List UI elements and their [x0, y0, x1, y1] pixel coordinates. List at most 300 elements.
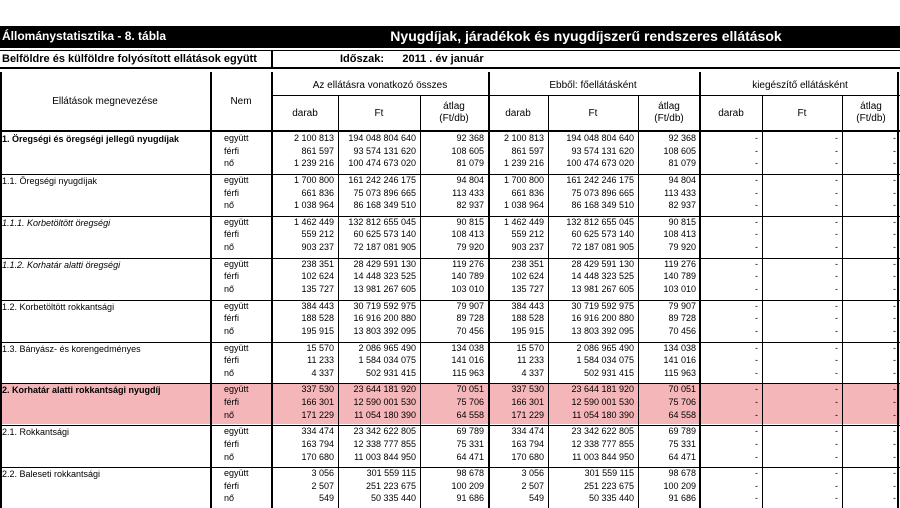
table-cell: 163 794	[301, 438, 334, 449]
table-cell: 92 368	[456, 133, 484, 143]
empty-cell: -	[893, 367, 896, 378]
empty-cell: -	[893, 187, 896, 198]
sex-label: férfi	[224, 145, 240, 156]
table-cell: 1 462 449	[293, 216, 334, 227]
col-rule	[548, 96, 549, 508]
table-cell: 70 051	[456, 384, 484, 395]
table-cell: 140 789	[663, 271, 696, 282]
table-cell: 75 073 896 665	[353, 187, 416, 198]
sex-label: együtt	[224, 384, 249, 395]
table-cell: 89 728	[456, 313, 484, 324]
sex-label: együtt	[224, 216, 249, 227]
table-cell: 81 079	[456, 158, 484, 169]
empty-cell: -	[835, 242, 838, 252]
empty-cell: -	[755, 397, 758, 407]
table-cell: 13 803 392 095	[353, 325, 416, 336]
empty-cell: -	[893, 355, 896, 366]
empty-cell: -	[755, 229, 758, 240]
table-cell: 69 789	[668, 426, 696, 437]
empty-cell: -	[755, 158, 758, 169]
table-cell: 75 073 896 665	[571, 187, 634, 198]
table-cell: 30 719 592 975	[353, 300, 416, 311]
empty-cell: -	[835, 325, 838, 336]
empty-cell: -	[835, 133, 838, 143]
table-cell: 161 242 246 175	[348, 174, 416, 185]
empty-cell: -	[835, 426, 838, 437]
table-cell: 141 016	[663, 355, 696, 366]
header-bottom-rule	[0, 130, 900, 132]
col-rule	[488, 72, 490, 508]
table-cell: 108 605	[663, 145, 696, 156]
sex-label: férfi	[224, 187, 240, 198]
empty-cell: -	[835, 283, 838, 294]
sex-label: nő	[224, 158, 235, 169]
empty-cell: -	[835, 145, 838, 156]
empty-cell: -	[893, 325, 896, 336]
table-cell: 75 706	[456, 397, 484, 407]
group-header-main: Ebből: főellátásként	[549, 80, 637, 91]
table-cell: 90 815	[456, 216, 484, 227]
table-cell: 15 570	[516, 342, 544, 353]
table-cell: 2 086 965 490	[358, 342, 416, 353]
empty-cell: -	[835, 174, 838, 185]
row-group-label: 1.1.2. Korhatár alatti öregségi	[2, 259, 121, 270]
table-cell: 70 456	[456, 325, 484, 336]
table-cell: 1 038 964	[503, 200, 544, 211]
table-cell: 100 474 673 020	[348, 158, 416, 169]
table-cell: 75 706	[668, 397, 696, 407]
col-rule	[210, 72, 212, 508]
table-cell: 50 335 440	[588, 493, 634, 504]
table-cell: 238 351	[511, 258, 544, 269]
row-group-label: 2.2. Baleseti rokkantsági	[2, 469, 101, 480]
table-cell: 23 644 181 920	[353, 384, 416, 395]
table-cell: 251 223 675	[365, 480, 416, 491]
empty-cell: -	[755, 384, 758, 395]
table-cell: 903 237	[301, 242, 334, 252]
table-cell: 64 558	[456, 409, 484, 420]
sex-label: együtt	[224, 133, 249, 143]
table-cell: 93 574 131 620	[571, 145, 634, 156]
empty-cell: -	[893, 283, 896, 294]
empty-cell: -	[835, 409, 838, 420]
empty-cell: -	[835, 258, 838, 269]
table-cell: 2 100 813	[293, 133, 334, 143]
table-cell: 11 003 844 950	[354, 451, 416, 462]
table-cell: 81 079	[668, 158, 696, 169]
table-cell: 559 212	[301, 229, 334, 240]
table-cell: 119 276	[664, 258, 696, 269]
empty-cell: -	[755, 145, 758, 156]
table-cell: 75 331	[668, 438, 696, 449]
table-cell: 103 010	[663, 283, 696, 294]
empty-cell: -	[893, 480, 896, 491]
table-cell: 661 836	[511, 187, 544, 198]
empty-cell: -	[893, 493, 896, 504]
empty-cell: -	[835, 384, 838, 395]
sex-label: férfi	[224, 313, 240, 324]
table-cell: 64 471	[668, 451, 696, 462]
table-cell: 64 471	[456, 451, 484, 462]
col-header-atlag	[420, 101, 488, 125]
table-cell: 14 448 323 525	[571, 271, 634, 282]
table-cell: 100 209	[663, 480, 696, 491]
table-cell: 384 443	[301, 300, 334, 311]
table-cell: 141 016	[451, 355, 484, 366]
table-cell: 334 474	[511, 426, 544, 437]
sex-label: nő	[224, 409, 235, 420]
table-cell: 108 413	[451, 229, 484, 240]
empty-cell: -	[893, 384, 896, 395]
table-cell: 91 686	[456, 493, 484, 504]
row-group-label: 2.1. Rokkantsági	[2, 427, 70, 438]
atlag-unit: (Ft/db)	[654, 113, 684, 124]
empty-cell: -	[893, 468, 896, 479]
table-cell: 337 530	[301, 384, 334, 395]
empty-cell: -	[835, 355, 838, 366]
table-cell: 2 086 965 490	[576, 342, 634, 353]
table-cell: 2 507	[311, 480, 334, 491]
table-cell: 93 574 131 620	[353, 145, 416, 156]
table-cell: 115 963	[452, 367, 484, 378]
table-cell: 195 915	[511, 325, 544, 336]
col-header-ft: Ft	[374, 108, 384, 119]
table-cell: 166 301	[511, 397, 544, 407]
table-cell: 384 443	[511, 300, 544, 311]
table-cell: 170 680	[511, 451, 544, 462]
empty-cell: -	[893, 397, 896, 407]
empty-cell: -	[893, 242, 896, 252]
col-rule	[699, 72, 701, 508]
empty-cell: -	[755, 480, 758, 491]
period	[340, 53, 484, 65]
sex-label: nő	[224, 451, 235, 462]
empty-cell: -	[893, 300, 896, 311]
sex-label: férfi	[224, 438, 240, 449]
table-cell: 301 559 115	[584, 468, 634, 479]
table-cell: 301 559 115	[366, 468, 416, 479]
empty-cell: -	[755, 300, 758, 311]
sex-label: férfi	[224, 229, 240, 240]
table-cell: 11 054 180 390	[572, 409, 634, 420]
empty-cell: -	[755, 342, 758, 353]
table-cell: 194 048 804 640	[348, 133, 416, 143]
col-header-darab: darab	[505, 108, 531, 119]
sex-label: együtt	[224, 258, 249, 269]
table-cell: 30 719 592 975	[571, 300, 634, 311]
empty-cell: -	[893, 313, 896, 324]
col-rule	[842, 96, 843, 508]
table-cell: 12 590 001 530	[353, 397, 416, 407]
table-cell: 1 584 034 075	[358, 355, 416, 366]
table-cell: 108 605	[451, 145, 484, 156]
col-rule	[0, 72, 2, 508]
table-cell: 4 337	[311, 367, 334, 378]
atlag-unit: (Ft/db)	[439, 113, 469, 124]
table-cell: 3 056	[311, 468, 334, 479]
sex-label: nő	[224, 200, 235, 211]
table-cell: 72 187 081 905	[353, 242, 416, 252]
sex-label: férfi	[224, 355, 240, 366]
row-group-label: 1.3. Bányász- és korengedményes	[2, 343, 141, 354]
empty-cell: -	[755, 493, 758, 504]
table-cell: 98 678	[456, 468, 484, 479]
table-cell: 86 168 349 510	[571, 200, 634, 211]
table-cell: 188 528	[511, 313, 544, 324]
table-cell: 69 789	[456, 426, 484, 437]
table-cell: 64 558	[668, 409, 696, 420]
table-cell: 132 812 655 045	[566, 216, 634, 227]
empty-cell: -	[835, 229, 838, 240]
table-cell: 166 301	[301, 397, 334, 407]
table-cell: 12 590 001 530	[571, 397, 634, 407]
empty-cell: -	[835, 493, 838, 504]
empty-cell: -	[755, 283, 758, 294]
table-cell: 502 931 415	[365, 367, 416, 378]
col-rule	[897, 72, 899, 508]
period-label: Időszak:	[340, 53, 385, 65]
col-header-darab: darab	[292, 108, 318, 119]
empty-cell: -	[755, 325, 758, 336]
table-cell: 502 931 415	[583, 367, 634, 378]
empty-cell: -	[835, 313, 838, 324]
table-cell: 2 507	[521, 480, 544, 491]
table-cell: 549	[528, 493, 544, 504]
empty-cell: -	[835, 158, 838, 169]
table-cell: 92 368	[668, 133, 696, 143]
empty-cell: -	[755, 426, 758, 437]
empty-cell: -	[755, 355, 758, 366]
empty-cell: -	[755, 187, 758, 198]
table-cell: 861 597	[511, 145, 544, 156]
table-cell: 23 342 622 805	[571, 426, 634, 437]
sex-label: nő	[224, 367, 235, 378]
header-divider	[271, 95, 900, 96]
table-cell: 171 229	[301, 409, 334, 420]
table-cell: 15 570	[306, 342, 334, 353]
table-cell: 108 413	[663, 229, 696, 240]
empty-cell: -	[835, 397, 838, 407]
sex-label: együtt	[224, 300, 249, 311]
col-header-name: Ellátások megnevezése	[52, 96, 158, 107]
table-cell: 79 920	[668, 242, 696, 252]
col-rule	[338, 96, 339, 508]
empty-cell: -	[755, 468, 758, 479]
title-bar	[0, 26, 900, 48]
empty-cell: -	[893, 145, 896, 156]
table-cell: 70 051	[668, 384, 696, 395]
table-cell: 170 680	[301, 451, 334, 462]
table-cell: 171 229	[511, 409, 544, 420]
sex-label: nő	[224, 242, 235, 252]
table-cell: 134 038	[451, 342, 484, 353]
empty-cell: -	[755, 409, 758, 420]
empty-cell: -	[835, 342, 838, 353]
table-cell: 28 429 591 130	[353, 258, 416, 269]
table-cell: 102 624	[511, 271, 544, 282]
row-group-label: 1.1.1. Korbetöltött öregségi	[2, 217, 111, 228]
empty-cell: -	[893, 200, 896, 211]
table-cell: 1 239 216	[293, 158, 334, 169]
table-cell: 98 678	[668, 468, 696, 479]
empty-cell: -	[835, 451, 838, 462]
table-cell: 16 916 200 880	[353, 313, 416, 324]
table-cell: 337 530	[511, 384, 544, 395]
empty-cell: -	[835, 468, 838, 479]
table-cell: 903 237	[511, 242, 544, 252]
sex-label: nő	[224, 283, 235, 294]
table-cell: 102 624	[301, 271, 334, 282]
atlag-unit: (Ft/db)	[856, 113, 886, 124]
table-cell: 238 351	[301, 258, 334, 269]
table-title: Nyugdíjak, járadékok és nyugdíjszerű rendszeres ellátások	[390, 28, 782, 44]
row-group-label: 1.1. Öregségi nyugdíjak	[2, 175, 98, 186]
table-cell: 89 728	[668, 313, 696, 324]
col-rule	[271, 72, 273, 508]
sex-label: nő	[224, 493, 235, 504]
empty-cell: -	[755, 258, 758, 269]
empty-cell: -	[755, 313, 758, 324]
col-header-darab: darab	[718, 108, 744, 119]
col-header-atlag	[842, 101, 900, 125]
table-cell: 75 331	[456, 438, 484, 449]
table-cell: 94 804	[668, 174, 696, 185]
empty-cell: -	[835, 438, 838, 449]
atlag-word: átlag	[443, 101, 465, 112]
empty-cell: -	[893, 133, 896, 143]
table-cell: 86 168 349 510	[353, 200, 416, 211]
col-header-ft: Ft	[797, 108, 807, 119]
group-header-total: Az ellátásra vonatkozó összes	[312, 80, 448, 91]
table-cell: 60 625 573 140	[353, 229, 416, 240]
table-cell: 11 054 180 390	[354, 409, 416, 420]
empty-cell: -	[755, 367, 758, 378]
sex-label: férfi	[224, 397, 240, 407]
divider	[271, 51, 273, 68]
table-cell: 13 803 392 095	[571, 325, 634, 336]
empty-cell: -	[835, 300, 838, 311]
sex-label: együtt	[224, 426, 249, 437]
empty-cell: -	[755, 174, 758, 185]
table-cell: 1 700 800	[503, 174, 544, 185]
table-cell: 23 644 181 920	[571, 384, 634, 395]
sex-label: férfi	[224, 271, 240, 282]
empty-cell: -	[893, 229, 896, 240]
row-group-label: 1.2. Korbetöltött rokkantsági	[2, 301, 115, 312]
group-header-supp: kiegészítő ellátásként	[752, 80, 848, 91]
table-cell: 1 038 964	[293, 200, 334, 211]
table-cell: 11 233	[517, 355, 544, 366]
table-cell: 60 625 573 140	[571, 229, 634, 240]
empty-cell: -	[755, 216, 758, 227]
table-cell: 334 474	[301, 426, 334, 437]
empty-cell: -	[835, 367, 838, 378]
table-cell: 23 342 622 805	[353, 426, 416, 437]
empty-cell: -	[835, 216, 838, 227]
table-cell: 1 239 216	[503, 158, 544, 169]
table-cell: 13 981 267 605	[353, 283, 416, 294]
empty-cell: -	[893, 158, 896, 169]
col-header-atlag	[638, 101, 700, 125]
table-cell: 132 812 655 045	[348, 216, 416, 227]
table-cell: 135 727	[301, 283, 334, 294]
table-cell: 70 456	[668, 325, 696, 336]
table-cell: 100 209	[451, 480, 484, 491]
table-cell: 195 915	[301, 325, 334, 336]
table-cell: 16 916 200 880	[571, 313, 634, 324]
period-value: 2011 . év január	[402, 53, 484, 65]
row-group-label: 1. Öregségi és öregségi jellegű nyugdíjak	[2, 134, 180, 144]
table-cell: 91 686	[668, 493, 696, 504]
table-cell: 113 433	[452, 187, 484, 198]
table-cell: 103 010	[451, 283, 484, 294]
table-cell: 115 963	[664, 367, 696, 378]
table-cell: 119 276	[452, 258, 484, 269]
col-rule	[762, 96, 763, 508]
col-header-sex: Nem	[230, 96, 252, 107]
sex-label: férfi	[224, 480, 240, 491]
col-header-ft: Ft	[588, 108, 598, 119]
table-cell: 1 462 449	[503, 216, 544, 227]
table-cell: 12 338 777 855	[353, 438, 416, 449]
table-cell: 11 003 844 950	[572, 451, 634, 462]
table-cell: 79 907	[456, 300, 484, 311]
sex-label: együtt	[224, 174, 249, 185]
table-cell: 50 335 440	[370, 493, 416, 504]
table-cell: 72 187 081 905	[571, 242, 634, 252]
table-cell: 1 584 034 075	[576, 355, 634, 366]
table-cell: 549	[318, 493, 334, 504]
table-cell: 11 233	[307, 355, 334, 366]
table-cell: 90 815	[668, 216, 696, 227]
empty-cell: -	[755, 438, 758, 449]
empty-cell: -	[755, 242, 758, 252]
table-cell: 13 981 267 605	[571, 283, 634, 294]
empty-cell: -	[893, 271, 896, 282]
table-cell: 82 937	[456, 200, 484, 211]
table-id: Állománystatisztika - 8. tábla	[2, 29, 167, 43]
empty-cell: -	[755, 271, 758, 282]
table-cell: 861 597	[301, 145, 334, 156]
table-cell: 194 048 804 640	[566, 133, 634, 143]
table-cell: 14 448 323 525	[353, 271, 416, 282]
table-cell: 2 100 813	[503, 133, 544, 143]
sex-label: nő	[224, 325, 235, 336]
table-cell: 163 794	[511, 438, 544, 449]
table-cell: 661 836	[301, 187, 334, 198]
empty-cell: -	[835, 271, 838, 282]
empty-cell: -	[755, 451, 758, 462]
table-cell: 113 433	[664, 187, 696, 198]
empty-cell: -	[893, 258, 896, 269]
table-cell: 1 700 800	[293, 174, 334, 185]
table-cell: 161 242 246 175	[566, 174, 634, 185]
table-cell: 188 528	[301, 313, 334, 324]
subtitle-row	[0, 50, 900, 69]
table-cell: 251 223 675	[583, 480, 634, 491]
empty-cell: -	[893, 216, 896, 227]
table-cell: 3 056	[521, 468, 544, 479]
empty-cell: -	[835, 200, 838, 211]
empty-cell: -	[893, 409, 896, 420]
table-cell: 79 907	[668, 300, 696, 311]
empty-cell: -	[755, 133, 758, 143]
table-cell: 559 212	[511, 229, 544, 240]
table-cell: 140 789	[451, 271, 484, 282]
sex-label: együtt	[224, 342, 249, 353]
row-group-label: 2. Korhatár alatti rokkantsági nyugdíj	[2, 385, 161, 396]
empty-cell: -	[893, 451, 896, 462]
